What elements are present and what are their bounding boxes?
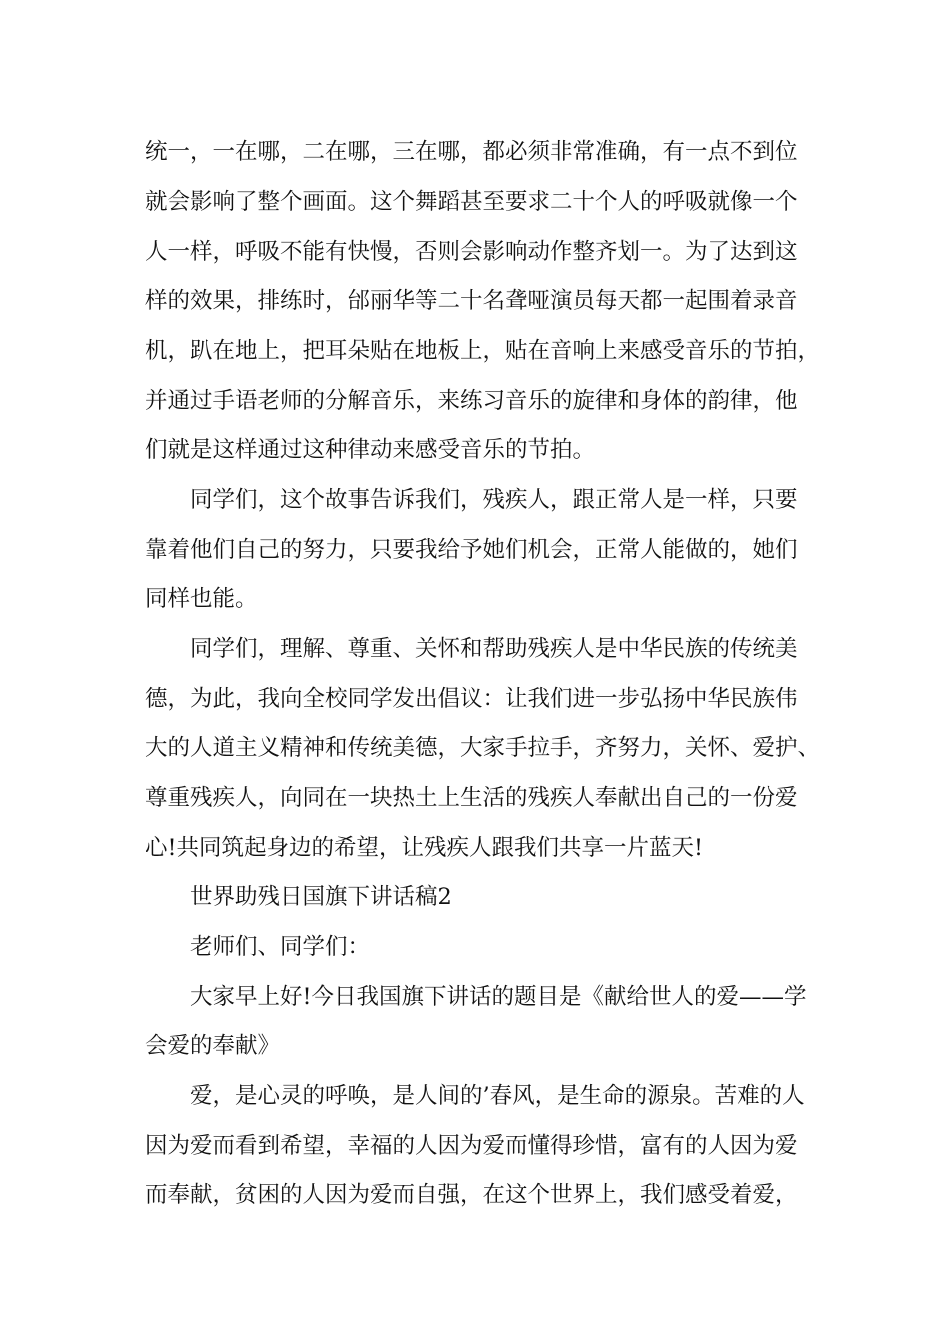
text-line [0,872,950,922]
line-text: 德，为此，我向全校同学发出倡议：让我们进一步弘扬中华民族伟 [145,686,798,712]
text-line [0,674,950,724]
line-text: 机，趴在地上，把耳朵贴在地板上，贴在音响上来感受音乐的节拍， [145,338,821,364]
text-line [0,972,950,1022]
line-text: 会爱的奉献》 [145,1033,281,1059]
text-line [0,1021,950,1071]
text-line [0,624,950,674]
text-line [0,326,950,376]
line-text: 同样也能。 [145,586,258,612]
line-text: 大的人道主义精神和传统美德，大家手拉手，齐努力，关怀、爱护、 [145,735,821,761]
text-line [0,525,950,575]
text-line [0,922,950,972]
line-text: 因为爱而看到希望，幸福的人因为爱而懂得珍惜，富有的人因为爱 [145,1133,798,1159]
line-text: 世界助残日国旗下讲话稿2 [190,884,452,910]
line-text: 同学们，这个故事告诉我们，残疾人，跟正常人是一样，只要 [190,487,798,513]
text-line [0,475,950,525]
line-text: 大家早上好!今日我国旗下讲话的题目是《献给世人的爱——学 [190,984,807,1010]
text-line [0,177,950,227]
line-text: 爱，是心灵的呼唤，是人间的’春风，是生命的源泉。苦难的人 [190,1083,805,1109]
line-text: 靠着他们自己的努力，只要我给予她们机会，正常人能做的，她们 [145,537,798,563]
line-text: 心!共同筑起身边的希望，让残疾人跟我们共享一片蓝天! [145,835,704,861]
text-line [0,227,950,277]
line-text: 尊重残疾人，向同在一块热土上生活的残疾人奉献出自己的一份爱 [145,785,798,811]
text-line [0,823,950,873]
line-text: 老师们、同学们： [190,934,371,960]
line-text: 人一样，呼吸不能有快慢，否则会影响动作整齐划一。为了达到这 [145,239,798,265]
line-text: 们就是这样通过这种律动来感受音乐的节拍。 [145,437,596,463]
line-text: 统一，一在哪，二在哪，三在哪，都必须非常准确，有一点不到位 [145,139,798,165]
text-line [0,773,950,823]
text-line [0,127,950,177]
text-line [0,723,950,773]
text-line [0,376,950,426]
text-line [0,425,950,475]
line-text: 就会影响了整个画面。这个舞蹈甚至要求二十个人的呼吸就像一个 [145,189,798,215]
line-text: 并通过手语老师的分解音乐，来练习音乐的旋律和身体的韵律，他 [145,388,798,414]
line-text: 同学们，理解、尊重、关怀和帮助残疾人是中华民族的传统美 [190,636,798,662]
line-text: 而奉献，贫困的人因为爱而自强，在这个世界上，我们感受着爱， [145,1182,798,1208]
line-text: 样的效果，排练时，邰丽华等二十名聋哑演员每天都一起围着录音 [145,288,798,314]
text-line [0,1071,950,1121]
text-line [0,1170,950,1220]
text-line [0,276,950,326]
text-line [0,1121,950,1171]
text-line [0,574,950,624]
